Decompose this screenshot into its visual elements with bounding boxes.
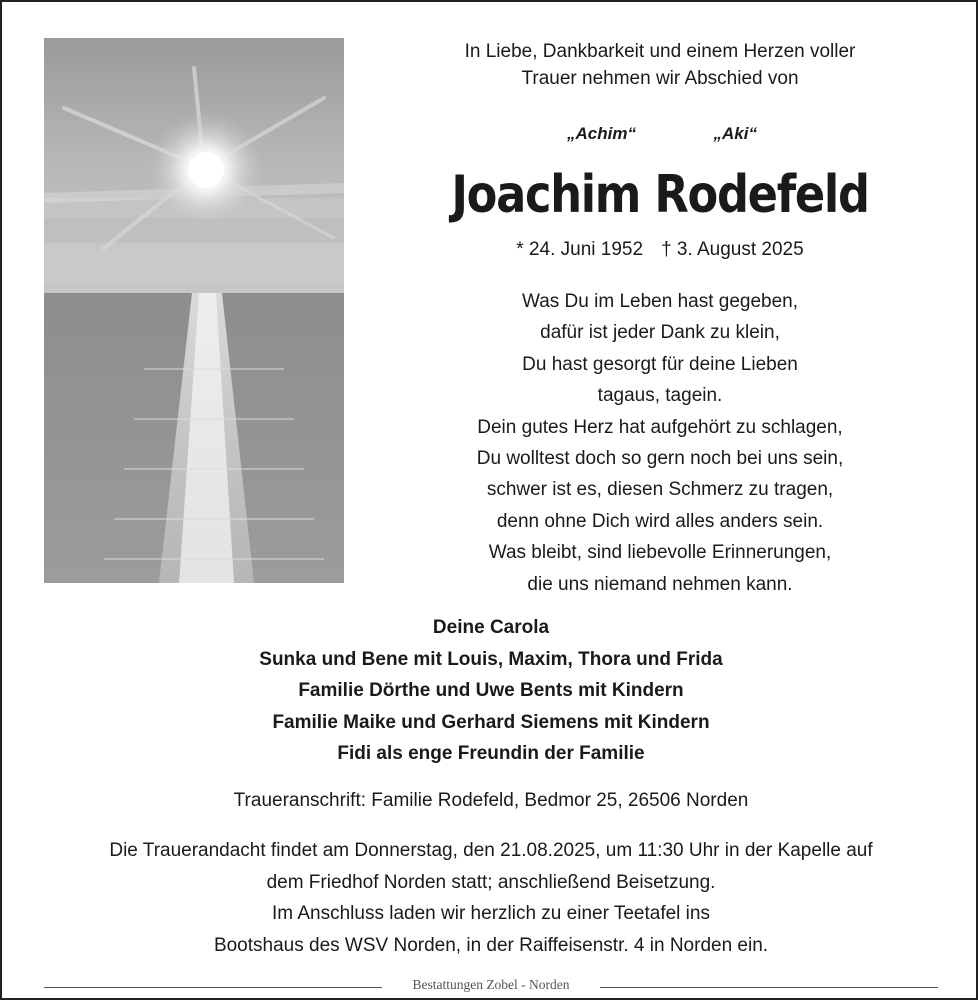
funeral-home-credit: Bestattungen Zobel - Norden bbox=[412, 977, 570, 992]
poem bbox=[400, 286, 920, 600]
footer bbox=[2, 975, 978, 997]
poem-line: Was bleibt, sind liebevolle Erinnerungen, bbox=[488, 542, 832, 564]
poem-line: tagaus, tagein. bbox=[597, 385, 723, 407]
nickname: „Achim“ bbox=[567, 124, 636, 143]
poem-line: die uns niemand nehmen kann. bbox=[527, 573, 793, 595]
death-date: † 3. August 2025 bbox=[661, 239, 804, 260]
poem-line: denn ohne Dich wird alles anders sein. bbox=[496, 510, 824, 532]
intro-line: Trauer nehmen wir Abschied von bbox=[521, 68, 799, 89]
service-line: Die Trauerandacht findet am Donnerstag, den 21.08.2025, um 11:30 Uhr in der Kapelle auf bbox=[109, 840, 873, 861]
poem-line: Du wolltest doch so gern noch bei uns sein, bbox=[476, 448, 844, 470]
life-dates bbox=[400, 236, 920, 264]
service-line: dem Friedhof Norden statt; anschließend Beisetzung. bbox=[266, 871, 716, 893]
birth-date: * 24. Juni 1952 bbox=[516, 239, 644, 260]
sun-over-sea-image bbox=[44, 38, 344, 583]
nickname: „Aki“ bbox=[713, 124, 757, 143]
mourning-address: Traueranschrift: Familie Rodefeld, Bedmor 25, 26506 Norden bbox=[233, 790, 749, 811]
service-info bbox=[2, 835, 978, 961]
mourners-list bbox=[2, 612, 978, 770]
mourner: Fidi als enge Freundin der Familie bbox=[337, 743, 645, 764]
mourner: Sunka und Bene mit Louis, Maxim, Thora und Frida bbox=[259, 648, 723, 670]
footer-divider bbox=[600, 987, 938, 988]
service-line: Bootshaus des WSV Norden, in der Raiffeisenstr. 4 in Norden ein. bbox=[213, 934, 769, 956]
poem-line: schwer ist es, diesen Schmerz zu tragen, bbox=[486, 479, 834, 501]
service-line: Im Anschluss laden wir herzlich zu einer Teetafel ins bbox=[272, 903, 710, 924]
mourner: Familie Maike und Gerhard Siemens mit Kindern bbox=[272, 711, 710, 733]
poem-line: Du hast gesorgt für deine Lieben bbox=[522, 353, 798, 375]
poem-line: dafür ist jeder Dank zu klein, bbox=[540, 322, 780, 344]
nicknames bbox=[522, 124, 802, 144]
intro-line: In Liebe, Dankbarkeit und einem Herzen voller bbox=[464, 41, 856, 62]
mourner: Familie Dörthe und Uwe Bents mit Kindern bbox=[298, 680, 684, 701]
deceased-name: Joachim Rodefeld bbox=[451, 165, 869, 225]
footer-divider bbox=[44, 987, 382, 988]
poem-line: Dein gutes Herz hat aufgehört zu schlagen, bbox=[477, 416, 843, 438]
intro-text bbox=[400, 38, 920, 92]
mourner: Deine Carola bbox=[432, 617, 550, 638]
poem-line: Was Du im Leben hast gegeben, bbox=[521, 291, 799, 312]
